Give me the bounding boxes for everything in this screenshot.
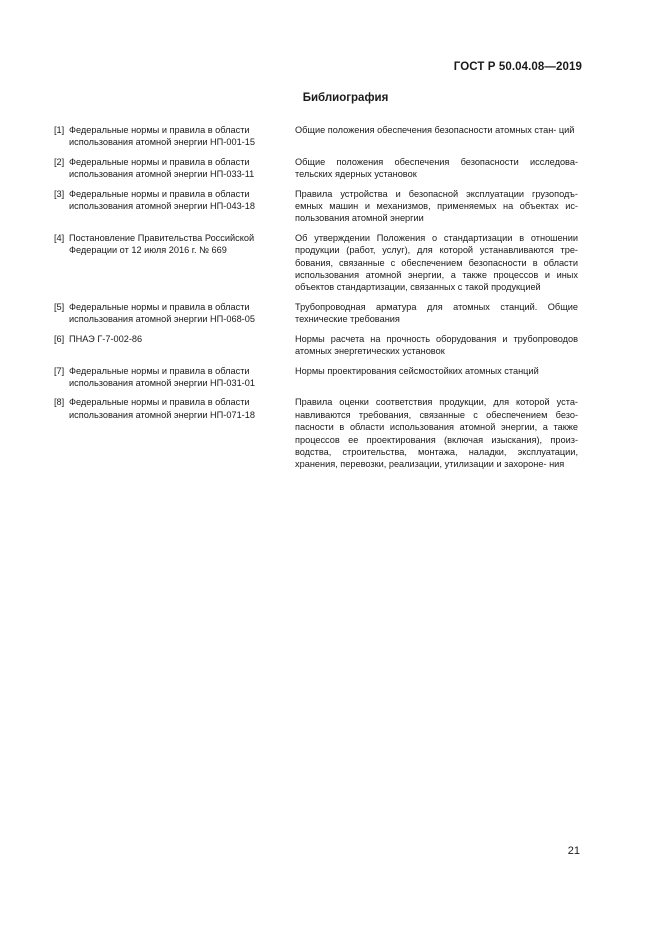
entry-description: Правила оценки соответствия продукции, для которой уста- навливаются требования, связанные с обеспечением безо- пасности в области использования атомной энергии, а также процессов ее проектирования (включая изыскания), произ- водства, строительства, монтажа, наладки, эксплуатации, хранения, перевозки, реализации, утилизации и захороне- ния	[295, 397, 578, 470]
page-number: 21	[567, 845, 580, 857]
entry-number: [1]	[54, 125, 65, 135]
entry-number: [6]	[54, 333, 65, 344]
entry-number: [8]	[54, 397, 65, 408]
bibliography-entry	[54, 365, 578, 390]
document-header: ГОСТ Р 50.04.08—2019	[453, 61, 582, 73]
entry-source: Федеральные нормы и правила в области использования атомной энергии НП-033-11	[69, 156, 255, 180]
entry-number: [3]	[54, 188, 65, 199]
bibliography-entry	[54, 396, 578, 470]
entry-source: Постановление Правительства Российской Федерации от 12 июля 2016 г. № 669	[69, 232, 255, 256]
entry-description: Об утверждении Положения о стандартизации в отношении продукции (работ, услуг), для которой устанавливаются тре- бования, связанные с обеспечением безопасности в области использования атомной энергии, а также процессов и иных объектов стандартизации, связанных с такой продукцией	[295, 232, 578, 293]
entry-source: Федеральные нормы и правила в области использования атомной энергии НП-043-18	[69, 188, 255, 212]
entry-description: Нормы проектирования сейсмостойких атомных станций	[295, 365, 539, 376]
bibliography-entry	[54, 124, 578, 149]
bibliography-entry	[54, 156, 578, 181]
entry-description: Трубопроводная арматура для атомных станций. Общие технические требования	[295, 301, 578, 325]
entry-description: Общие положения обеспечения безопасности исследова- тельских ядерных установок	[295, 156, 578, 180]
entry-source: Федеральные нормы и правила в области использования атомной энергии НП-068-05	[69, 301, 255, 325]
bibliography-entry	[54, 301, 578, 326]
section-title: Библиография	[302, 92, 389, 104]
bibliography-entry	[54, 188, 578, 225]
entry-description: Нормы расчета на прочность оборудования и трубопроводов атомных энергетических установок	[295, 333, 578, 357]
bibliography-list	[54, 124, 578, 478]
entry-source: Федеральные нормы и правила в области использования атомной энергии НП-071-18	[69, 397, 255, 420]
entry-description: Правила устройства и безопасной эксплуатации грузоподъ- емных машин и механизмов, применяемых на объектах ис- пользования атомной энергии	[295, 188, 578, 224]
entry-source: Федеральные нормы и правила в области использования атомной энергии НП-001-15	[69, 125, 255, 148]
entry-source: ПНАЭ Г-7-002-86	[69, 333, 143, 344]
entry-number: [7]	[54, 365, 65, 376]
entry-number: [4]	[54, 232, 65, 243]
bibliography-entry	[54, 232, 578, 294]
entry-source: Федеральные нормы и правила в области использования атомной энергии НП-031-01	[69, 365, 255, 388]
entry-number: [5]	[54, 301, 65, 312]
entry-description: Общие положения обеспечения безопасности атомных стан- ций	[295, 125, 575, 135]
bibliography-entry	[54, 333, 578, 358]
entry-number: [2]	[54, 156, 65, 167]
